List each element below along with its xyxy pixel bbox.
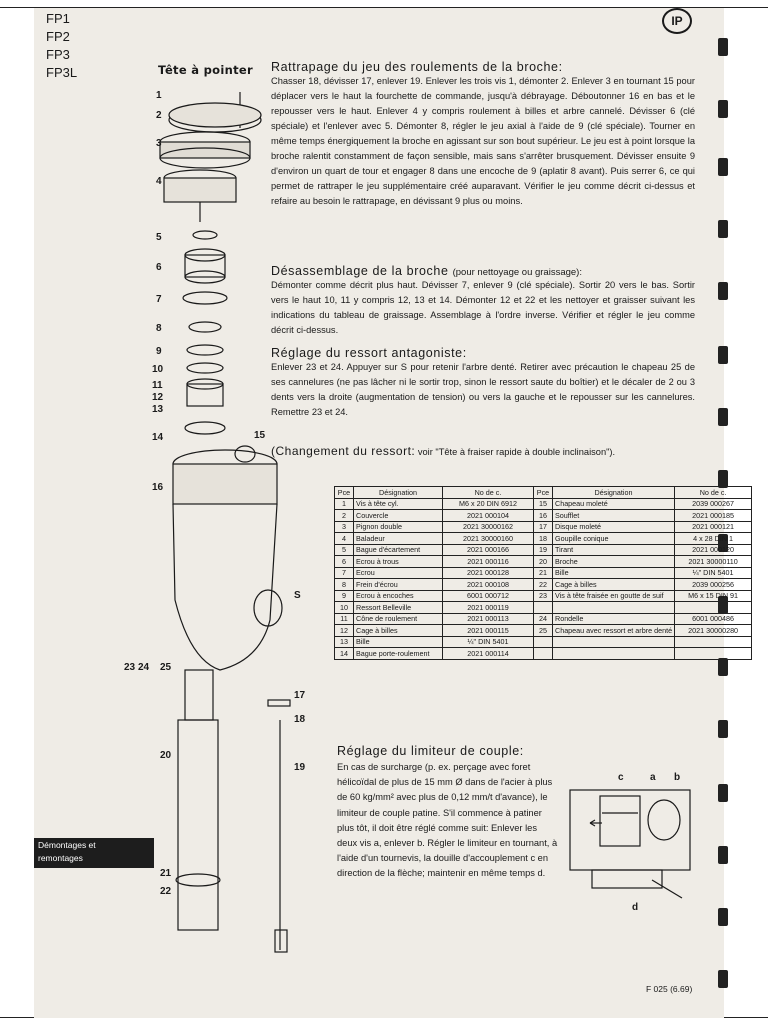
table-row (335, 510, 752, 522)
table-cell: 21 (534, 567, 553, 579)
table-row (335, 648, 752, 660)
brand-logo: IP (662, 8, 692, 34)
table-cell: 7 (335, 567, 354, 579)
model-list (46, 10, 77, 82)
label: 22 (160, 886, 172, 897)
section-body: Chasser 18, dévisser 17, enlever 19. Enlever les trois vis 1, démonter 2. Enlever 3 en tournant 15 pour déplacer vers le haut la fourchette de commande, jusqu'à débrayage. Déboutonner 16 en bas et le repousser vers le haut. Enlever 4 y compris roulement à billes et arbre cannelé. Dévisser 6 (clé spéciale) et l'enlever avec 5. Démonter 8, régler le jeu axial à l'aide de 9 (clé spéciale). Tourner en même temps énergiquement la broche en agissant sur son bout supérieur. Le jeu est à point lorsque la broche ralentit constamment de façon sensible, mais sans s'arrêter brusquement. Dévisser ensuite 9 d'environ un quart de tour et engager 8 dans une encoche de 9 (aplatir 8 avant). Puis serrer 6, ce qui permet de rattraper le jeu supplémentaire créé auparavant. Vérifier le jeu comme décrit ci-dessus et refaire au besoin le rattrapage, en dévissant 9 plus ou moins. (271, 76, 695, 206)
model-item: FP2 (46, 29, 70, 44)
table-cell: 2 (335, 510, 354, 522)
spacer-ring-part (193, 231, 217, 239)
table-cell: 24 (534, 613, 553, 625)
table-cell (553, 602, 675, 614)
label: 18 (294, 714, 306, 725)
table-cell: 9 (335, 590, 354, 602)
label: 2 (156, 110, 162, 121)
section-bearing-play (271, 60, 695, 209)
section-spindle-disassembly (271, 264, 695, 338)
table-cell (553, 648, 675, 660)
table-cell: Tirant (553, 544, 675, 556)
tab-line: Démontages et (38, 840, 96, 850)
housing-body (173, 504, 277, 670)
table-cell: ¼" DIN 5401 (675, 567, 752, 579)
table-row (335, 579, 752, 591)
notched-nut-part (187, 345, 223, 355)
section-torque-limiter (337, 744, 559, 882)
label: S (294, 590, 301, 601)
table-cell: Baladeur (354, 533, 443, 545)
table-cell: 6 (335, 556, 354, 568)
label: 6 (156, 262, 162, 273)
table-cell: 14 (335, 648, 354, 660)
table-cell: 17 (534, 521, 553, 533)
table-row (335, 544, 752, 556)
table-cell (675, 648, 752, 660)
table-cell: Rondelle (553, 613, 675, 625)
table-cell: Frein d'écrou (354, 579, 443, 591)
label: 19 (294, 762, 306, 773)
table-cell: Soufflet (553, 510, 675, 522)
exploded-view-diagram (120, 80, 330, 960)
col-header: No de c. (675, 487, 752, 499)
label: 14 (152, 432, 164, 443)
section-tab (34, 838, 154, 868)
label: 20 (160, 750, 172, 761)
spindle-part (178, 720, 218, 930)
label: 11 (152, 380, 163, 391)
col-header: Désignation (553, 487, 675, 499)
table-cell: 8 (335, 579, 354, 591)
label: a (650, 772, 656, 783)
table-cell: 2021 000185 (675, 510, 752, 522)
table-cell: 2021 000113 (443, 613, 534, 625)
table-cell: 20 (534, 556, 553, 568)
table-cell: 2021 000119 (443, 602, 534, 614)
table-cell: 2039 000256 (675, 579, 752, 591)
table-cell: Ecrou à encoches (354, 590, 443, 602)
knurled-disc-part (268, 700, 290, 706)
table-cell (675, 636, 752, 648)
table-cell: Ressort Belleville (354, 602, 443, 614)
table-cell: M6 x 20 DIN 6912 (443, 498, 534, 510)
section-heading: (Changement du ressort: (271, 444, 416, 458)
col-header: Pce (335, 487, 354, 499)
table-cell: 1 (335, 498, 354, 510)
table-cell: 16 (534, 510, 553, 522)
tab-line: remontages (38, 853, 83, 863)
label: d (632, 902, 639, 913)
table-cell: 2021 000128 (443, 567, 534, 579)
table-cell: Disque moleté (553, 521, 675, 533)
label: 7 (156, 294, 162, 305)
lock-washer-part (189, 322, 221, 332)
table-row (335, 556, 752, 568)
label: 12 (152, 392, 164, 403)
section-heading: Désassemblage de la broche (pour nettoyage ou graissage): (271, 264, 582, 278)
parts-table (334, 486, 752, 660)
table-cell: 11 (335, 613, 354, 625)
table-cell: Vis à tête fraisée en goutte de suif (553, 590, 675, 602)
model-item: FP3L (46, 65, 78, 80)
table-cell: Goupille conique (553, 533, 675, 545)
table-cell (553, 636, 675, 648)
table-cell: Cône de roulement (354, 613, 443, 625)
model-item: FP1 (46, 11, 70, 26)
table-cell: Vis à tête cyl. (354, 498, 443, 510)
table-cell: Broche (553, 556, 675, 568)
table-cell: 23 (534, 590, 553, 602)
section-heading: Réglage du ressort antagoniste: (271, 346, 467, 360)
table-cell: 2021 000166 (443, 544, 534, 556)
table-cell: 2021 30000162 (443, 521, 534, 533)
table-cell: 2021 000115 (443, 625, 534, 637)
table-cell: 2021 000120 (675, 544, 752, 556)
side-heading: Tête à pointer (158, 63, 253, 77)
table-cell: M6 x 15 DIN 91 (675, 590, 752, 602)
table-cell: Bague porte-roulement (354, 648, 443, 660)
table-cell: 4 (335, 533, 354, 545)
table-cell: Ecrou à trous (354, 556, 443, 568)
table-cell (534, 636, 553, 648)
nut-part (183, 292, 227, 304)
table-cell: 2021 30000110 (675, 556, 752, 568)
label: c (618, 772, 624, 783)
label: 24 (138, 662, 150, 673)
label: 5 (156, 232, 162, 243)
section-body: En cas de surcharge (p. ex. perçage avec foret hélicoïdal de plus de 15 mm Ø dans de l'acier à plus de 60 kg/mm² avec plus de 0,12 mm/t d'avance), le limiteur de couple patine. S'il commence à patiner plus tôt, il doit être réglé comme suit: Enlever les deux vis a, enlever b. Régler le limiteur en tournant, à l'aide d'un tournevis, la douille d'accouplement c en direction de la flèche; maintenir en même temps d. (337, 762, 558, 879)
table-cell: 2021 30000160 (443, 533, 534, 545)
table-cell: ¼" DIN 5401 (443, 636, 534, 648)
table-cell: Bille (354, 636, 443, 648)
table-cell: 2039 000267 (675, 498, 752, 510)
section-heading: Réglage du limiteur de couple: (337, 744, 524, 758)
label: 9 (156, 346, 162, 357)
table-cell: 10 (335, 602, 354, 614)
table-cell: 25 (534, 625, 553, 637)
table-cell (675, 602, 752, 614)
table-cell: Couvercle (354, 510, 443, 522)
table-cell: 2021 000116 (443, 556, 534, 568)
table-cell: 3 (335, 521, 354, 533)
table-cell (534, 602, 553, 614)
section-body: Enlever 23 et 24. Appuyer sur S pour retenir l'arbre denté. Retirer avec précaution le chapeau 25 de ses cannelures (ne pas lâcher ni le sortir trop, sinon le ressort saute du boîtier) et le décaler de 2 ou 3 dents vers la droite (augmentation de tension) ou vers la gauche et le repousser sur les cannelures. Remettre 23 et 24. (271, 362, 695, 417)
table-row (335, 636, 752, 648)
table-cell: 19 (534, 544, 553, 556)
section-spring-adjust (271, 346, 695, 420)
table-cell: Chapeau moleté (553, 498, 675, 510)
label: 10 (152, 364, 164, 375)
table-cell: Pignon double (354, 521, 443, 533)
table-row (335, 590, 752, 602)
label: 13 (152, 404, 164, 415)
table-cell: 6001 000712 (443, 590, 534, 602)
table-cell: Bille (553, 567, 675, 579)
table-cell: 2021 000114 (443, 648, 534, 660)
model-item: FP3 (46, 47, 70, 62)
bearing-ring-part (185, 422, 225, 434)
table-cell: Cage à billes (553, 579, 675, 591)
label: 25 (160, 662, 172, 673)
spindle-neck (185, 670, 213, 720)
table-cell: Bague d'écartement (354, 544, 443, 556)
label: 4 (156, 176, 162, 187)
label: 1 (156, 90, 162, 101)
belleville-spring-part (187, 363, 223, 373)
table-row (335, 613, 752, 625)
knurled-cap-15 (235, 446, 255, 462)
table-header-row (335, 487, 752, 499)
table-row (335, 602, 752, 614)
col-header: Pce (534, 487, 553, 499)
page-footer: F 025 (6.69) (646, 984, 693, 994)
table-cell: Cage à billes (354, 625, 443, 637)
label: 8 (156, 323, 162, 334)
table-cell: 15 (534, 498, 553, 510)
label: 15 (254, 430, 266, 441)
section-spring-change (271, 444, 695, 460)
label: 3 (156, 138, 162, 149)
label: b (674, 772, 681, 783)
table-cell: 2021 000121 (675, 521, 752, 533)
table-cell: Chapeau avec ressort et arbre denté (553, 625, 675, 637)
table-cell: 2021 30000280 (675, 625, 752, 637)
section-body: (Changement du ressort: voir "Tête à fraiser rapide à double inclinaison"). (271, 444, 616, 458)
table-row (335, 533, 752, 545)
table-cell: 2021 000104 (443, 510, 534, 522)
table-cell: 6001 000486 (675, 613, 752, 625)
label: 21 (160, 868, 172, 879)
label: 16 (152, 482, 164, 493)
table-cell: 18 (534, 533, 553, 545)
section-heading: Rattrapage du jeu des roulements de la broche: (271, 60, 563, 74)
table-cell (534, 648, 553, 660)
heading-note: (pour nettoyage ou graissage): (452, 267, 582, 278)
col-header: No de c. (443, 487, 534, 499)
section-body: Démonter comme décrit plus haut. Dévisser 7, enlever 9 (clé spéciale). Sortir 20 vers le bas. Sortir vers le haut 10, 11 y compris 12, 13 et 14. Démonter 12 et 22 et les nettoyer et graisser suivant les indications du tableau de graissage. Assemblage à l'ordre inverse. Vérifier et régler le jeu comme décrit ci-dessus. (271, 280, 695, 335)
col-header: Désignation (354, 487, 443, 499)
table-cell: 12 (335, 625, 354, 637)
table-cell: 22 (534, 579, 553, 591)
label: 17 (294, 690, 306, 701)
ball-cage-part (176, 874, 220, 886)
table-row (335, 521, 752, 533)
parts-table-body (335, 498, 752, 659)
cap-with-spring-part (254, 590, 282, 626)
table-row (335, 498, 752, 510)
table-row (335, 567, 752, 579)
table-cell: 13 (335, 636, 354, 648)
table-cell: Ecrou (354, 567, 443, 579)
table-row (335, 625, 752, 637)
table-cell: 2021 000108 (443, 579, 534, 591)
torque-limiter-diagram (562, 768, 702, 913)
table-cell: 4 x 28 DIN 1 (675, 533, 752, 545)
table-cell: 5 (335, 544, 354, 556)
label: 23 (124, 662, 136, 673)
